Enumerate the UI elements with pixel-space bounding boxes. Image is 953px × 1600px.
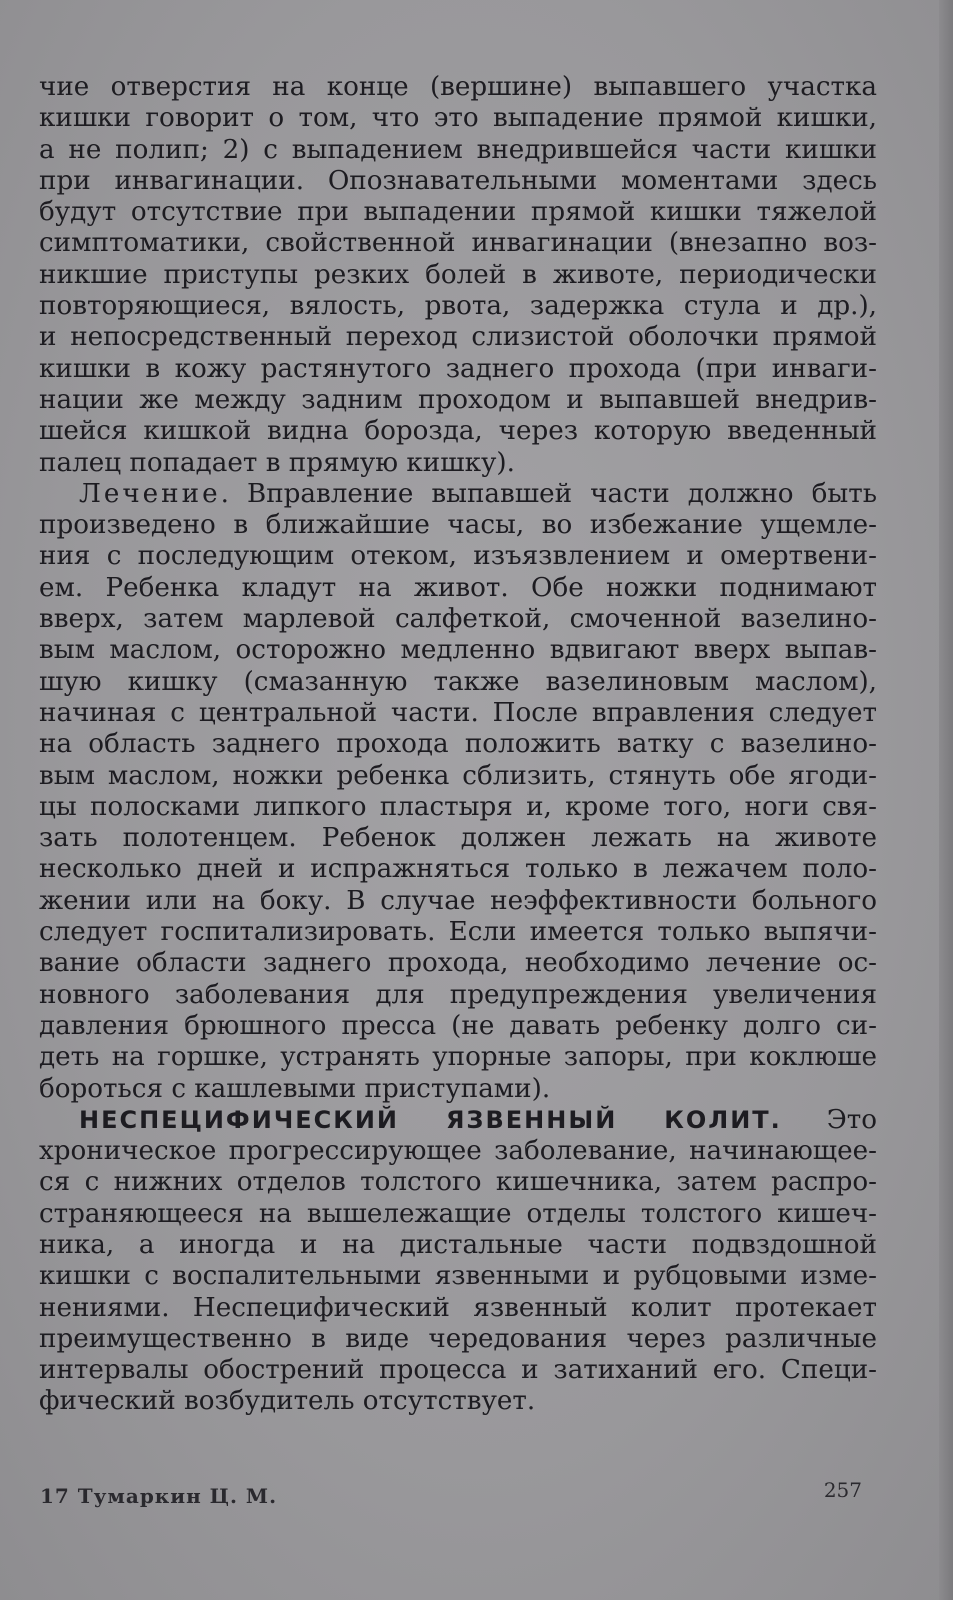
text-line: кишки с воспалительными язвенными и рубцовыми изме- xyxy=(39,1261,877,1292)
treatment-first-line-text: . Вправление выпавшей части должно быть xyxy=(220,478,877,509)
text-line: нации же между задним проходом и выпавшей внедрив- xyxy=(39,384,877,415)
signature-mark: 17 Тумаркин Ц. М. xyxy=(40,1484,278,1508)
text-line: преимущественно в виде чередования через различные xyxy=(39,1323,877,1354)
text-line: кишки в кожу растянутого заднего прохода (при инваги- xyxy=(39,353,877,384)
section-heading: НЕСПЕЦИФИЧЕСКИЙ ЯЗВЕННЫЙ КОЛИТ. xyxy=(79,1105,782,1134)
treatment-heading: Лечение xyxy=(79,478,221,509)
text-line: начиная с центральной части. После вправления следует xyxy=(39,697,877,728)
text-line: шую кишку (смазанную также вазелиновым маслом), xyxy=(39,666,877,697)
text-line: произведено в ближайшие часы, во избежание ущемле- xyxy=(39,510,877,541)
text-line: палец попадает в прямую кишку). xyxy=(39,447,515,478)
text-line: давления брюшного пресса (не давать ребенку долго си- xyxy=(39,1010,877,1041)
text-line: будут отсутствие при выпадении прямой кишки тяжелой xyxy=(39,197,877,228)
text-line: при инвагинации. Опознавательными моментами здесь xyxy=(39,165,877,196)
text-line: вым маслом, осторожно медленно вдвигают вверх выпав- xyxy=(39,635,877,666)
text-line: страняющееся на вышележащие отделы толстого кишеч- xyxy=(39,1198,877,1229)
text-line: ния с последующим отеком, изъязвлением и омертвени- xyxy=(39,541,877,572)
text-line: никшие приступы резких болей в животе, периодически xyxy=(39,259,877,290)
text-line: а не полип; 2) с выпадением внедрившейся части кишки xyxy=(39,134,877,165)
text-line: зать полотенцем. Ребенок должен лежать на животе xyxy=(39,823,877,854)
text-line: на область заднего прохода положить ватку с вазелино- xyxy=(39,729,877,760)
colitis-first-line-text: Это xyxy=(781,1104,877,1135)
text-line: шейся кишкой видна борозда, через которую введенный xyxy=(39,416,877,447)
text-line: ся с нижних отделов толстого кишечника, затем распро- xyxy=(39,1167,877,1198)
text-line: кишки говорит о том, что это выпадение прямой кишки, xyxy=(39,103,877,134)
text-line: вание области заднего прохода, необходимо лечение ос- xyxy=(39,948,877,979)
text-line: новного заболевания для предупреждения увеличения xyxy=(39,979,877,1010)
text-line: цы полосками липкого пластыря и, кроме того, ноги свя- xyxy=(39,791,877,822)
text-line: чие отверстия на конце (вершине) выпавшего участка xyxy=(39,72,877,102)
text-line: повторяющиеся, вялость, рвота, задержка стула и др.), xyxy=(39,291,877,322)
text-line: ника, а иногда и на дистальные части подвздошной xyxy=(39,1229,877,1260)
text-line: бороться с кашлевыми приступами). xyxy=(39,1073,551,1104)
text-line: следует госпитализировать. Если имеется только выпячи- xyxy=(39,917,877,948)
text-line: жении или на боку. В случае неэффективности больного xyxy=(39,885,877,916)
text-line: и непосредственный переход слизистой оболочки прямой xyxy=(39,322,877,353)
text-line: вверх, затем марлевой салфеткой, смоченной вазелино- xyxy=(39,604,877,635)
page-number: 257 xyxy=(823,1478,862,1502)
colitis-first-line xyxy=(39,1105,877,1136)
text-line: несколько дней и испражняться только в лежачем поло- xyxy=(39,854,877,885)
text-line: интервалы обострений процесса и затиханий его. Специ- xyxy=(39,1355,877,1386)
text-line: хроническое прогрессирующее заболевание, начинающее- xyxy=(39,1136,877,1167)
text-line: нениями. Неспецифический язвенный колит протекает xyxy=(39,1292,877,1323)
text-line: фический возбудитель отсутствует. xyxy=(39,1386,536,1417)
page-edge xyxy=(939,0,953,1600)
treatment-first-line xyxy=(39,479,877,510)
text-line: ем. Ребенка кладут на живот. Обе ножки поднимают xyxy=(39,572,877,603)
text-line: вым маслом, ножки ребенка сблизить, стянуть обе ягоди- xyxy=(39,760,877,791)
text-line: симптоматики, свойственной инвагинации (внезапно воз- xyxy=(39,228,877,259)
text-line: деть на горшке, устранять упорные запоры, при коклюше xyxy=(39,1042,877,1073)
body-text xyxy=(39,72,877,1418)
